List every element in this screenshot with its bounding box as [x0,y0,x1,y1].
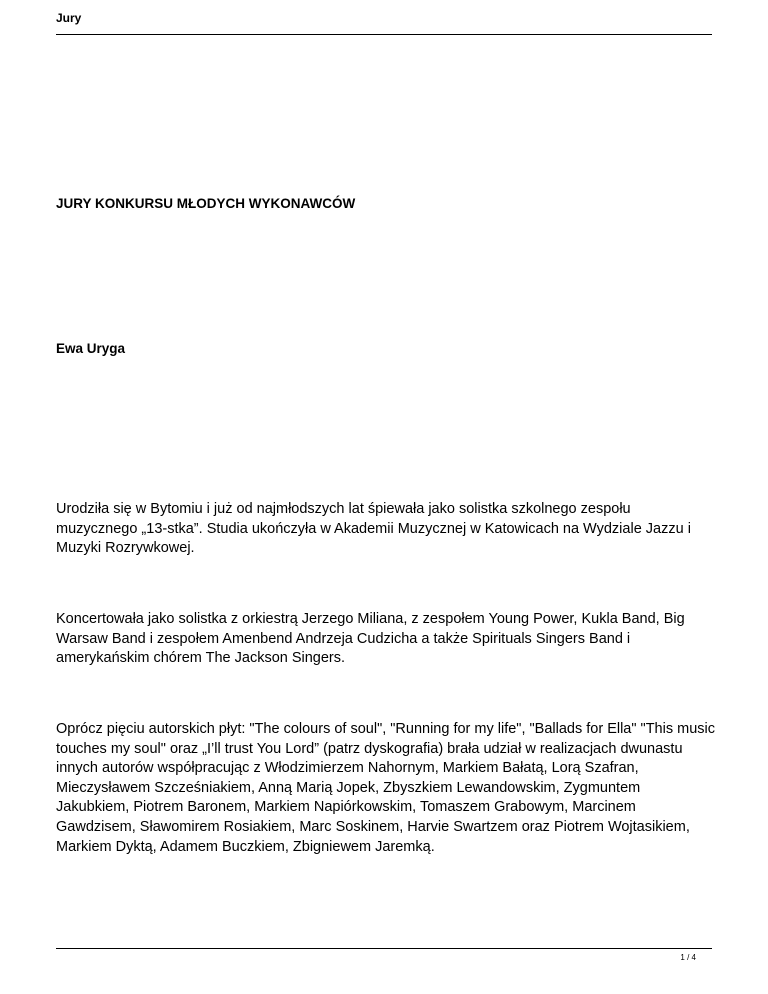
header-divider [56,34,712,35]
page-header-title: Jury [56,11,82,25]
section-title: JURY KONKURSU MŁODYCH WYKONAWCÓW [56,196,356,211]
person-name: Ewa Uryga [56,341,126,356]
footer-divider [56,948,712,949]
bio-paragraph-1: Urodziła się w Bytomiu i już od najmłodszych lat śpiewała jako solistka szkolnego zespołu muzycznego „13-stka”. Studia ukończyła w Akademii Muzycznej w Katowicach na Wydziale Jazzu i Muzyki Rozrywkowej. [56,501,691,557]
page-number: 1 / 4 [680,953,696,962]
bio-paragraph-3: Oprócz pięciu autorskich płyt: "The colours of soul", "Running for my life", "Ballads for Ella" "This music touches my soul" oraz „I’ll trust You Lord” (patrz dyskografia) brała udział w realizacjach dwunastu innych autorów współpracując z Włodzimierzem Nahornym, Markiem Bałatą, Lorą Szafran, Mieczysławem Szcześniakiem, Anną Marią Jopek, Zbyszkiem Lewandowskim, Zygmuntem Jakubkiem, Piotrem Baronem, Markiem Napiórkowskim, Tomaszem Grabowym, Marcinem Gawdzisem, Sławomirem Rosiakiem, Marc Soskinem, Harvie Swartzem oraz Piotrem Wojtasikiem, Markiem Dyktą, Adamem Buczkiem, Zbigniewem Jaremką. [56,721,715,855]
bio-paragraph-2: Koncertowała jako solistka z orkiestrą Jerzego Miliana, z zespołem Young Power, Kukla Band, Big Warsaw Band i zespołem Amenbend Andrzeja Cudzicha a także Spirituals Singers Band i amerykańskim chórem The Jackson Singers. [56,611,685,667]
